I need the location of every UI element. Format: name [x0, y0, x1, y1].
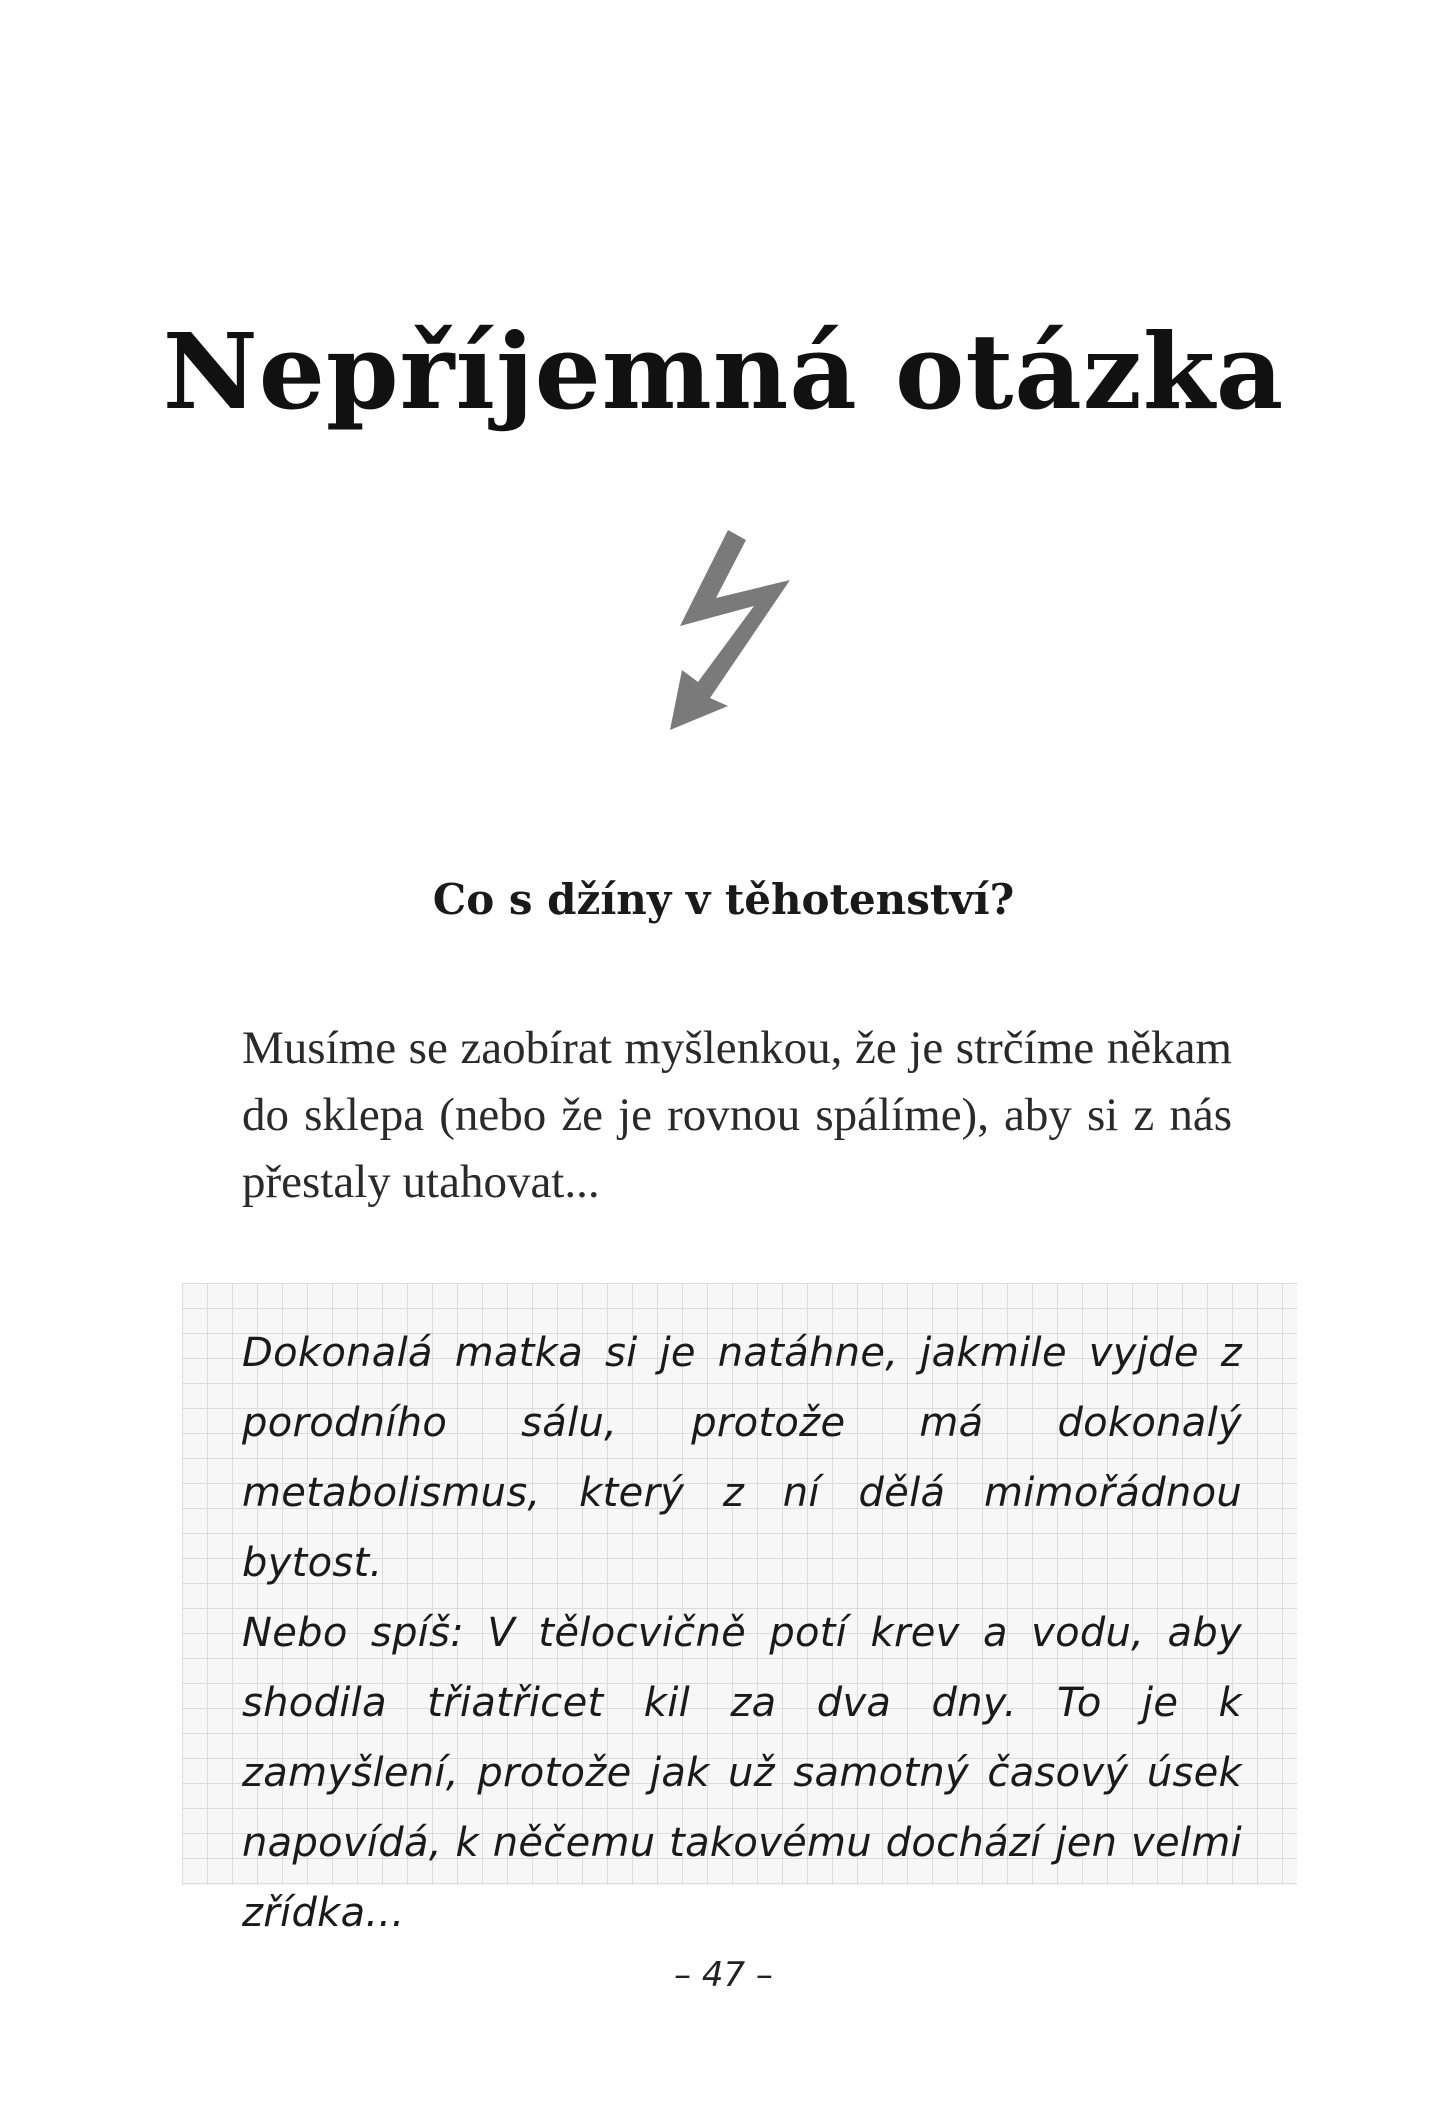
lightning-arrow-shape — [670, 530, 790, 730]
page-number: – 47 – — [674, 1955, 773, 1995]
lightning-arrow-icon — [670, 530, 810, 730]
handwritten-note — [242, 1318, 1242, 1948]
page-title: Nepříjemná otázka — [162, 309, 1285, 433]
section-subtitle: Co s džíny v těhotenství? — [432, 874, 1015, 924]
intro-paragraph: Musíme se zaobírat myšlenkou, že je strčíme někam do sklepa (nebo že je rovnou spálíme), aby si z nás přestaly utahovat... — [242, 1022, 1232, 1208]
grid-note-box — [182, 1283, 1297, 1936]
note-paragraph-1: Dokonalá matka si je natáhne, jakmile vyjde z porodního sálu, protože má dokonalý metabolismus, který z ní dělá mimořádnou bytost. — [242, 1330, 1242, 1586]
note-paragraph-2: Nebo spíš: V tělocvičně potí krev a vodu, aby shodila třiatřicet kil za dva dny. To je k zamyšlení, protože jak už samotný časový úsek napovídá, k něčemu takovému dochází jen velmi zřídka... — [242, 1610, 1242, 1936]
